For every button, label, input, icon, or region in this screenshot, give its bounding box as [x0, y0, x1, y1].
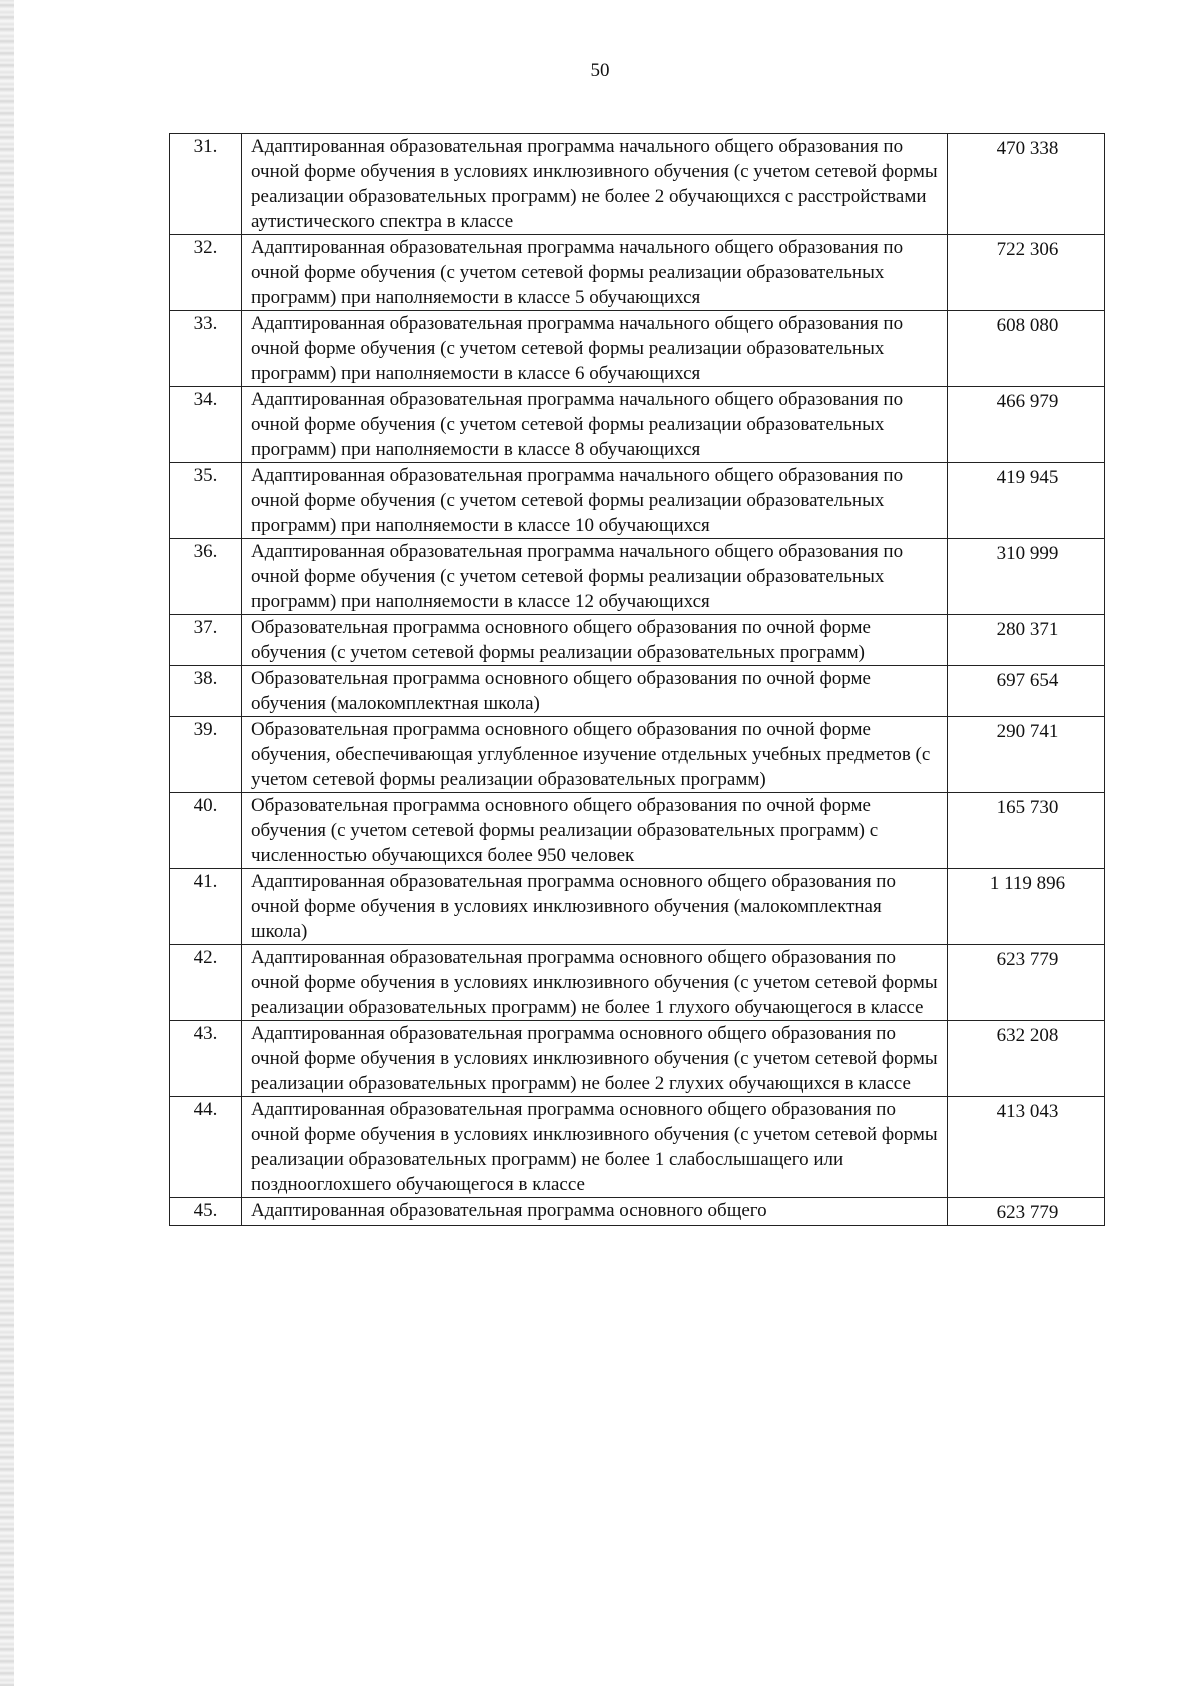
- row-description: Адаптированная образовательная программа основного общего образования по очной форме обучения в условиях инклюзивного обучения (малокомплектная школа): [242, 869, 948, 945]
- row-value: 608 080: [948, 311, 1105, 387]
- row-number: 31.: [170, 134, 242, 235]
- scan-edge: [0, 0, 14, 1686]
- row-description: Адаптированная образовательная программа начального общего образования по очной форме обучения (с учетом сетевой формы реализации образовательных программ) при наполняемости в классе 12 обучающихся: [242, 539, 948, 615]
- row-number: 41.: [170, 869, 242, 945]
- row-description: Адаптированная образовательная программа основного общего образования по очной форме обучения в условиях инклюзивного обучения (с учетом сетевой формы реализации образовательных программ) не более 1 глухого обучающегося в классе: [242, 945, 948, 1021]
- page-number: 50: [590, 60, 610, 81]
- row-value: 1 119 896: [948, 869, 1105, 945]
- row-description: Адаптированная образовательная программа основного общего образования по очной форме обучения в условиях инклюзивного обучения (с учетом сетевой формы реализации образовательных программ) не более 2 глухих обучающихся в классе: [242, 1021, 948, 1097]
- table-row: [170, 235, 1105, 311]
- row-description: Образовательная программа основного общего образования по очной форме обучения (малокомплектная школа): [242, 666, 948, 717]
- row-description: Адаптированная образовательная программа начального общего образования по очной форме обучения (с учетом сетевой формы реализации образовательных программ) при наполняемости в классе 5 обучающихся: [242, 235, 948, 311]
- row-value: 413 043: [948, 1097, 1105, 1198]
- row-number: 33.: [170, 311, 242, 387]
- row-value: 290 741: [948, 717, 1105, 793]
- table-row: [170, 615, 1105, 666]
- row-number: 38.: [170, 666, 242, 717]
- row-number: 40.: [170, 793, 242, 869]
- row-number: 34.: [170, 387, 242, 463]
- row-value: 697 654: [948, 666, 1105, 717]
- row-description: Адаптированная образовательная программа основного общего: [242, 1198, 948, 1226]
- registry-table-body: [170, 134, 1105, 1226]
- row-value: 623 779: [948, 1198, 1105, 1226]
- table-row: [170, 539, 1105, 615]
- row-number: 36.: [170, 539, 242, 615]
- table-row: [170, 945, 1105, 1021]
- table-row: [170, 1021, 1105, 1097]
- table-row: [170, 869, 1105, 945]
- row-description: Адаптированная образовательная программа начального общего образования по очной форме обучения (с учетом сетевой формы реализации образовательных программ) при наполняемости в классе 6 обучающихся: [242, 311, 948, 387]
- table-row: [170, 1198, 1105, 1226]
- row-description: Образовательная программа основного общего образования по очной форме обучения (с учетом сетевой формы реализации образовательных программ) с численностью обучающихся более 950 человек: [242, 793, 948, 869]
- row-value: 419 945: [948, 463, 1105, 539]
- row-number: 42.: [170, 945, 242, 1021]
- row-number: 37.: [170, 615, 242, 666]
- row-description: Адаптированная образовательная программа начального общего образования по очной форме обучения в условиях инклюзивного обучения (с учетом сетевой формы реализации образовательных программ) не более 2 обучающихся с расстройствами аутистического спектра в классе: [242, 134, 948, 235]
- row-number: 35.: [170, 463, 242, 539]
- table-row: [170, 134, 1105, 235]
- row-description: Адаптированная образовательная программа начального общего образования по очной форме обучения (с учетом сетевой формы реализации образовательных программ) при наполняемости в классе 8 обучающихся: [242, 387, 948, 463]
- row-description: Адаптированная образовательная программа основного общего образования по очной форме обучения в условиях инклюзивного обучения (с учетом сетевой формы реализации образовательных программ) не более 1 слабослышащего или позднооглохшего обучающегося в классе: [242, 1097, 948, 1198]
- row-number: 32.: [170, 235, 242, 311]
- table-row: [170, 666, 1105, 717]
- row-value: 280 371: [948, 615, 1105, 666]
- row-description: Адаптированная образовательная программа начального общего образования по очной форме обучения (с учетом сетевой формы реализации образовательных программ) при наполняемости в классе 10 обучающихся: [242, 463, 948, 539]
- row-value: 470 338: [948, 134, 1105, 235]
- row-number: 43.: [170, 1021, 242, 1097]
- row-number: 44.: [170, 1097, 242, 1198]
- row-value: 466 979: [948, 387, 1105, 463]
- registry-table: [169, 133, 1105, 1226]
- row-value: 623 779: [948, 945, 1105, 1021]
- table-row: [170, 387, 1105, 463]
- row-description: Образовательная программа основного общего образования по очной форме обучения, обеспечивающая углубленное изучение отдельных учебных предметов (с учетом сетевой формы реализации образовательных программ): [242, 717, 948, 793]
- table-row: [170, 717, 1105, 793]
- row-value: 722 306: [948, 235, 1105, 311]
- table-row: [170, 463, 1105, 539]
- table-row: [170, 1097, 1105, 1198]
- row-value: 165 730: [948, 793, 1105, 869]
- row-value: 310 999: [948, 539, 1105, 615]
- table-row: [170, 793, 1105, 869]
- row-number: 45.: [170, 1198, 242, 1226]
- row-description: Образовательная программа основного общего образования по очной форме обучения (с учетом сетевой формы реализации образовательных программ): [242, 615, 948, 666]
- row-number: 39.: [170, 717, 242, 793]
- table-row: [170, 311, 1105, 387]
- row-value: 632 208: [948, 1021, 1105, 1097]
